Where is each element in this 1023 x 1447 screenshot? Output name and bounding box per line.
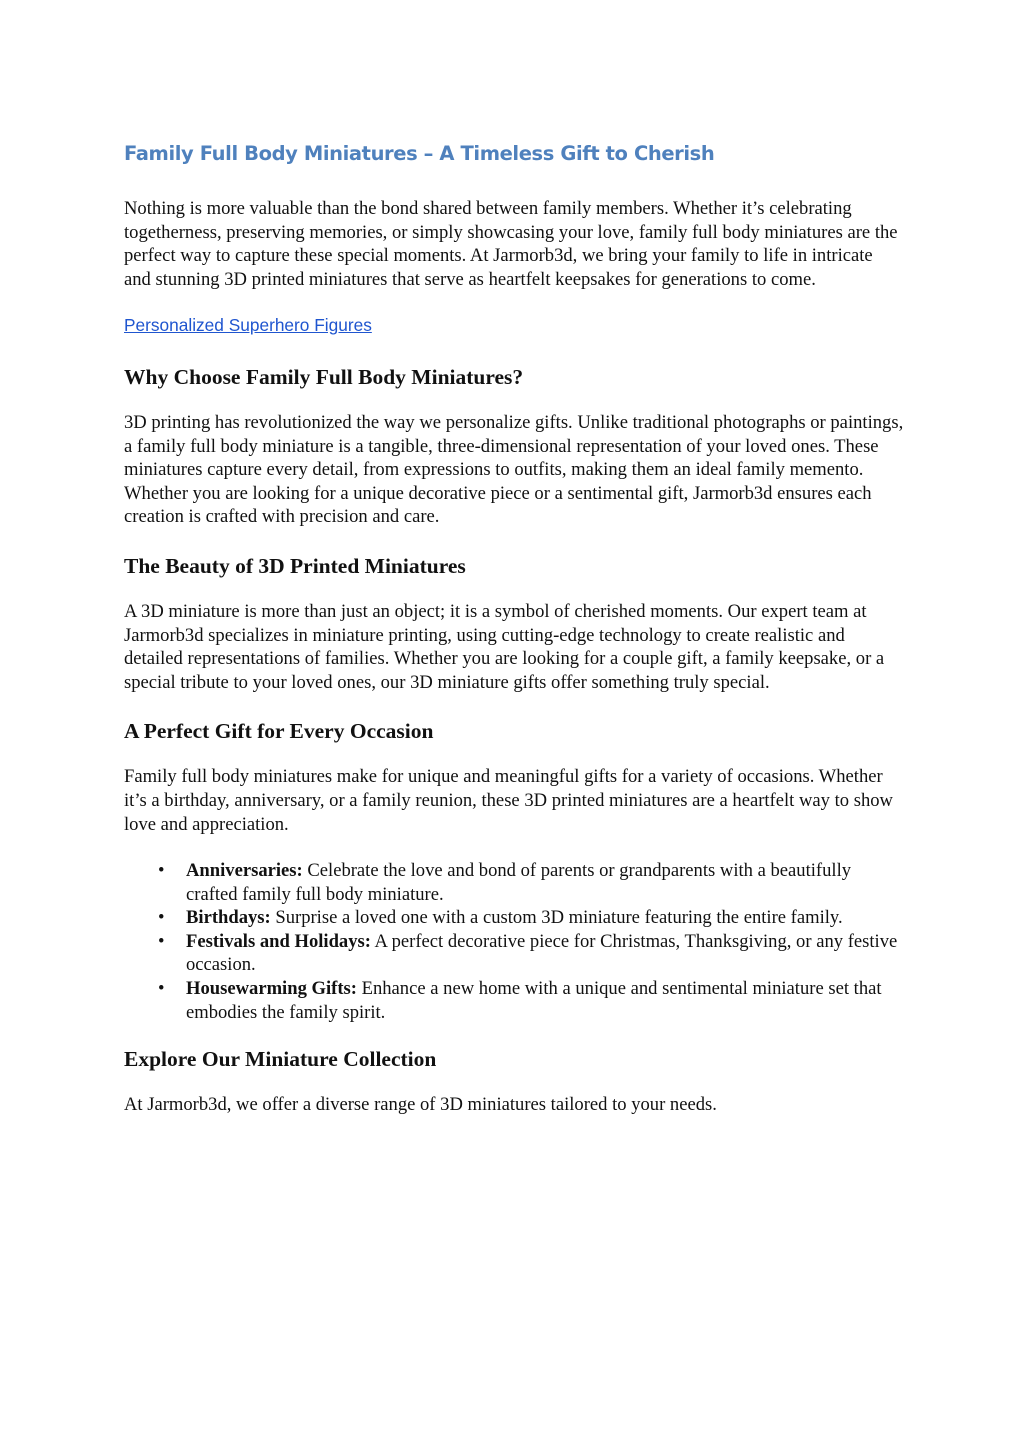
section-heading-collection: Explore Our Miniature Collection: [124, 1047, 437, 1072]
occasions-list: [124, 859, 904, 1024]
intro-paragraph: Nothing is more valuable than the bond shared between family members. Whether it’s celebrating togetherness, preserving memories, or simply showcasing your love, family full body miniatures are the perfect way to capture these special moments. At Jarmorb3d, we bring your family to life in intricate and stunning 3D printed miniatures that serve as heartfelt keepsakes for generations to come.: [124, 198, 898, 290]
list-item-label: Festivals and Holidays:: [186, 930, 371, 952]
bullet-icon: •: [158, 978, 165, 1000]
section-heading-occasions: A Perfect Gift for Every Occasion: [124, 719, 434, 744]
list-item: [158, 977, 904, 1024]
list-item-label: Birthdays:: [186, 907, 271, 929]
document-page: [124, 140, 904, 1140]
document-title: Family Full Body Miniatures – A Timeless Gift to Cherish: [124, 142, 715, 165]
list-item-text: Celebrate the love and bond of parents or grandparents with a beautifully crafted family full body miniature.: [186, 860, 852, 905]
list-item-label: Housewarming Gifts:: [186, 978, 357, 1000]
bullet-icon: •: [158, 907, 165, 929]
superhero-figures-link[interactable]: Personalized Superhero Figures: [124, 315, 372, 336]
list-item-label: Anniversaries:: [186, 860, 303, 882]
bullet-icon: •: [158, 930, 165, 952]
list-item: [158, 930, 904, 977]
list-item: [158, 859, 904, 906]
bullet-icon: •: [158, 860, 165, 882]
list-item-text: Surprise a loved one with a custom 3D miniature featuring the entire family.: [270, 907, 843, 929]
section-heading-why-choose: Why Choose Family Full Body Miniatures?: [124, 364, 524, 389]
section-body-collection: At Jarmorb3d, we offer a diverse range of 3D miniatures tailored to your needs.: [124, 1094, 717, 1116]
section-body-why-choose: 3D printing has revolutionized the way we personalize gifts. Unlike traditional photographs or paintings, a family full body miniature is a tangible, three-dimensional representation of your loved ones. These miniatures capture every detail, from expressions to outfits, making them an ideal family memento. Whether you are looking for a unique decorative piece or a sentimental gift, Jarmorb3d ensures each creation is crafted with precision and care.: [124, 411, 904, 528]
section-body-occasions: Family full body miniatures make for unique and meaningful gifts for a variety of occasions. Whether it’s a birthday, anniversary, or a family reunion, these 3D printed miniatures are a heartfelt way to show love and appreciation.: [124, 766, 893, 835]
section-body-beauty: A 3D miniature is more than just an object; it is a symbol of cherished moments. Our expert team at Jarmorb3d specializes in miniature printing, using cutting-edge technology to create realistic and detailed representations of families. Whether you are looking for a couple gift, a family keepsake, or a special tribute to your loved ones, our 3D miniature gifts offer something truly special.: [124, 600, 885, 693]
list-item-text: Enhance a new home with a unique and sentimental miniature set that embodies the family spirit.: [186, 978, 882, 1023]
section-heading-beauty: The Beauty of 3D Printed Miniatures: [124, 553, 466, 578]
list-item: [158, 906, 904, 930]
list-item-text: A perfect decorative piece for Christmas, Thanksgiving, or any festive occasion.: [186, 930, 898, 976]
